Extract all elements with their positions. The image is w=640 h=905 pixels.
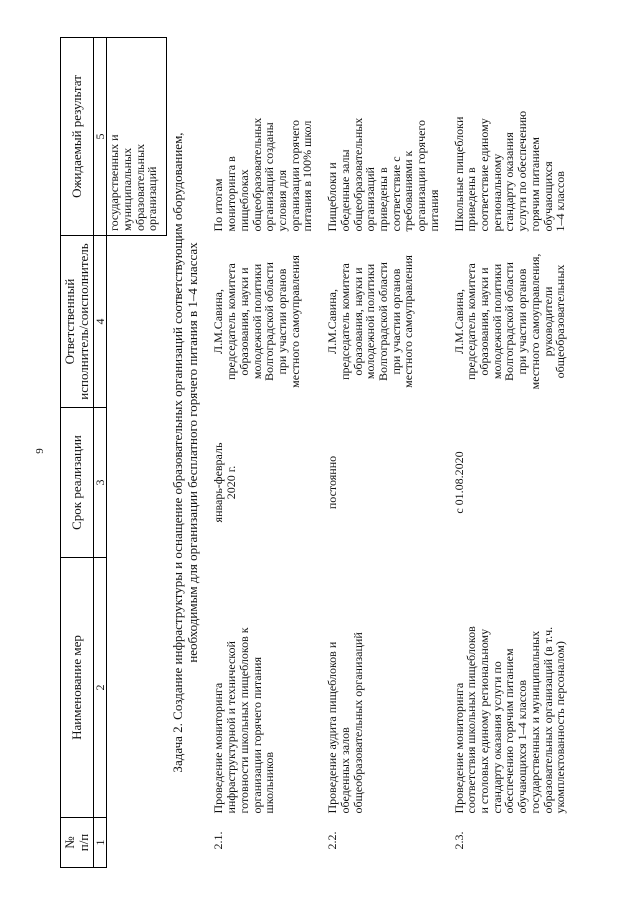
rotated-table-sheet: [60, 38, 605, 868]
column-number: 3: [93, 408, 107, 558]
row-number: 2.1.: [211, 831, 226, 850]
table-row: [322, 38, 448, 868]
row-measure-name: Проведение аудита пищеблоков и обеденных залов общеобразовательных организаций: [325, 632, 365, 814]
header-result: Ожидаемый результат: [61, 38, 94, 236]
row-responsible: Л.М.Савина, председатель комитета образования, науки и молодежной политики Волгоградской области при участии органов местного самоуправления: [211, 255, 302, 388]
header-row: [61, 38, 94, 868]
table-row: [449, 38, 611, 868]
row-responsible: Л.М.Савина, председатель комитета образования, науки и молодежной политики Волгоградской области при участии органов местного самоуправления, руководители общеобразовательных: [451, 253, 568, 390]
column-number: 2: [93, 558, 107, 818]
row-expected-result: По итогам мониторинга в пищеблоках общеобразовательных организаций созданы условия для организации горячего питания в 100% школ: [211, 117, 315, 232]
continuation-row: [107, 38, 167, 868]
row-measure-name: Проведение мониторинга соответствия школьных пищеблоков и столовых единому региональному стандарту оказания услуги по обеспечению горячим питанием обучающихся 1–4 классов государственных и муниципальных образовательных организаций (в т.ч. укомплектованность персоналом): [451, 626, 568, 814]
header-responsible: Ответственный исполнитель/соисполнитель: [61, 236, 94, 408]
page-number: 9: [33, 448, 46, 454]
row-deadline: постоянно: [325, 455, 340, 510]
column-number: 4: [93, 236, 107, 408]
column-number: 5: [93, 38, 107, 236]
table-row: [208, 38, 322, 868]
row-deadline: январь-февраль 2020 г.: [211, 442, 239, 523]
row-number: 2.2.: [325, 831, 340, 850]
column-number-row: [93, 38, 107, 868]
row-number: 2.3.: [451, 831, 466, 850]
measures-table: [60, 37, 611, 868]
row-expected-result: Пищеблоки и обеденные залы общеобразовательных организаций приведены в соответствие с требованиями к организации горячего питания: [325, 117, 441, 232]
task-heading: Задача 2. Создание инфраструктуры и оснащение образовательных организаций соответствующим оборудованием, необходимым для организации бесплатного горячего питания в 1–4 классах: [170, 132, 200, 773]
row-expected-result: Школьные пищеблоки приведены в соответствие единому региональному стандарту оказания услуги по обеспечению горячим питанием обучающихся 1–4 классов: [451, 110, 568, 232]
row-measure-name: Проведение мониторинга инфраструктурной и технической готовности школьных пищеблоков к организации горячего питания школьников: [211, 627, 277, 814]
continuation-result: государственных и муниципальных образовательных организаций: [107, 38, 167, 236]
column-number: 1: [93, 818, 107, 868]
header-num: № п/п: [61, 818, 94, 868]
header-name: Наименование мер: [61, 558, 94, 818]
row-deadline: с 01.08.2020: [451, 451, 466, 514]
header-deadline: Срок реализации: [61, 408, 94, 558]
row-responsible: Л.М.Савина, председатель комитета образования, науки и молодежной политики Волгоградской области при участии органов местного самоуправления: [325, 255, 416, 388]
task-row: [167, 38, 209, 868]
